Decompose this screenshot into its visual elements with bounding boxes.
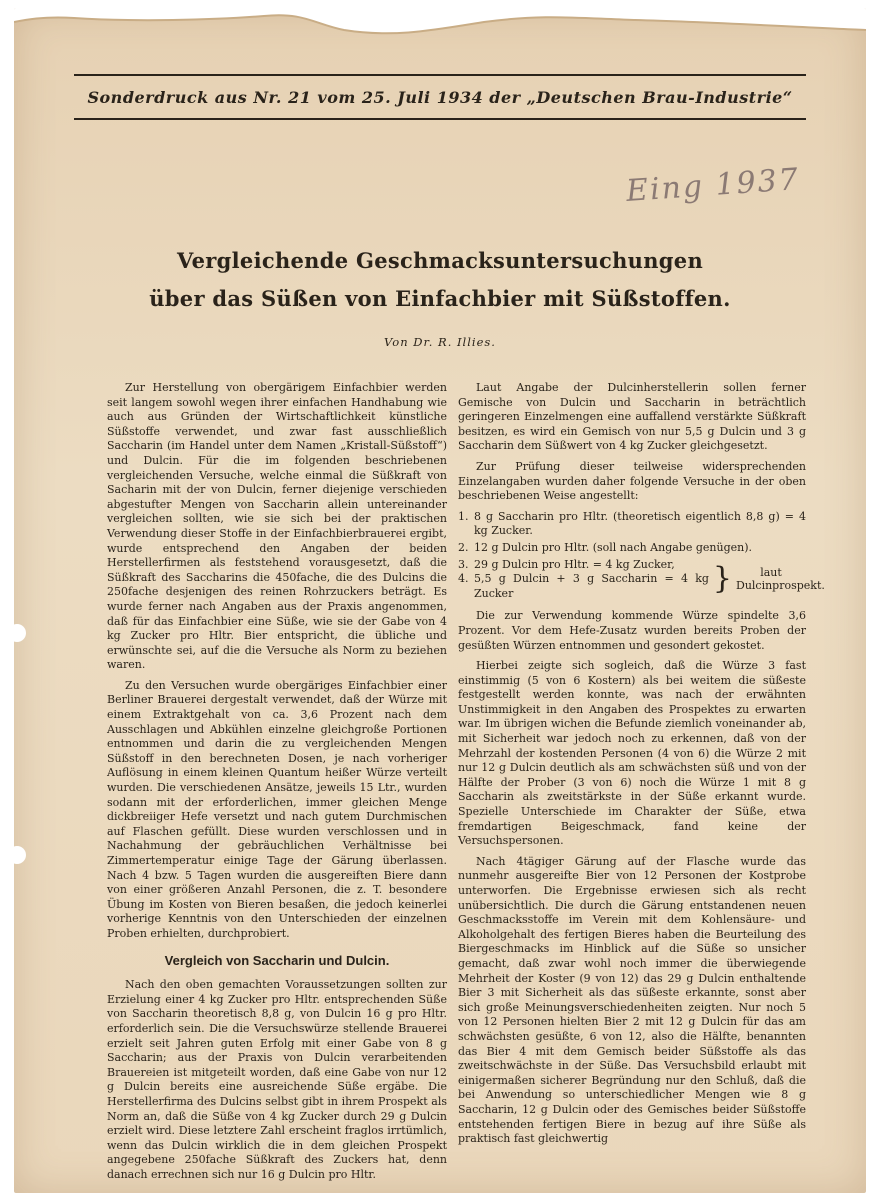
reprint-header: Sonderdruck aus Nr. 21 vom 25. Juli 1934 der „Deutschen Brau-Industrie“ [87, 88, 793, 107]
handwritten-annotation: Eing 1937 [624, 161, 801, 210]
brace-group [458, 557, 825, 602]
list-item: 1. 8 g Saccharin pro Hltr. (theoretisch eigentlich 8,8 g) = 4 kg Zucker. [458, 509, 806, 538]
experiment-list [458, 509, 825, 602]
header-rule-bottom [74, 118, 806, 120]
paragraph: Hierbei zeigte sich sogleich, daß die Würze 3 fast einstimmig (5 von 6 Kostern) als bei weitem die süßeste festgestellt werden konnte, was nach der erwähnten Unstimmigkeit in den Angaben des Prospektes zu erwarten war. Im übrigen wichen die Befunde ziemlich voneinander ab, mit Sicherheit war jedoch noch zu erkennen, daß von der Mehrzahl der kostenden Personen (4 von 6) die Würze 2 mit nur 12 g Dulcin deutlich als am schwächsten süß und von der Hälfte der Prober (3 von 6) noch die Würze 1 mit 8 g Saccharin als zweitstärkste in der Süße erkannt wurde. Spezielle Unterschiede im Charakter der Süße, etwa fremdartigen Beigeschmack, fand keine der Versuchspersonen. [458, 659, 806, 848]
header-rule-top [74, 74, 806, 76]
paragraph: Zur Prüfung dieser teilweise widersprechenden Einzelangaben wurden daher folgende Versuche in der oben beschriebenen Weise angestellt: [458, 459, 806, 503]
punch-hole-bottom [14, 846, 26, 864]
article-title-line2: über das Süßen von Einfachbier mit Süßstoffen. [149, 286, 731, 311]
list-item: 3. 29 g Dulcin pro Hltr. = 4 kg Zucker, [458, 557, 675, 571]
right-column [458, 381, 825, 1153]
list-item: 4. 5,5 g Dulcin + 3 g Saccharin = 4 kg Zucker [458, 572, 709, 600]
article-title-line1: Vergleichende Geschmacksuntersuchungen [176, 248, 704, 273]
left-column [107, 381, 447, 1188]
punch-hole-top [14, 624, 26, 642]
paragraph: Zur Herstellung von obergärigem Einfachbier werden seit langem sowohl wegen ihrer einfachen Handhabung wie auch aus Gründen der Wirtschaftlichkeit künstliche Süßstoffe verwendet, und zwar fast ausschließlich Saccharin (im Handel unter dem Namen „Kristall-Süßstoff“) und Dulcin. Für die im folgenden beschriebenen vergleichenden Versuche, welche einmal die Süßkraft von Sacharin mit der von Dulcin, ferner diejenige verschieden abgestufter Mengen von Saccharin allein untereinander vergleichen sollten, wie sie sich bei der praktischen Verwendung dieser Stoffe in der Einfachbierbrauerei ergibt, wurde entsprechend den Angaben der beiden Herstellerfirmen als feststehend vorausgesetzt, daß die Süßkraft des Saccharins die 450fache, die des Dulcins die 250fache desjenigen des reinen Rohrzuckers beträgt. Es wurde ferner nach Angaben aus der Praxis angenommen, daß für das Einfachbier eine Süße, wie sie der Gabe von 4 kg Zucker pro Hltr. Bier entspricht, die übliche und erwünschte sei, auf die die Versuche als Norm zu beziehen waren. [107, 381, 447, 672]
paragraph: Zu den Versuchen wurde obergäriges Einfachbier einer Berliner Brauerei dergestalt verwendet, daß der Würze mit einem Extraktgehalt von ca. 3,6 Prozent nach dem Ausschlagen und Abkühlen einzelne gleichgroße Portionen entnommen und darin die zu vergleichenden Mengen Süßstoff in den berechneten Dosen, je nach vorheriger Auflösung in einem kleinen Quantum heißer Würze verteilt wurden. Die verschiedenen Ansätze, jeweils 15 Ltr., wurden sodann mit der erforderlichen, immer gleichen Menge dickbreiiger Hefe versetzt und nach gutem Durchmischen auf Flaschen gefüllt. Diese wurden verschlossen und in Nachahmung der gebräuchlichen Verhältnisse bei Zimmertemperatur einige Tage der Gärung überlassen. Nach 4 bzw. 5 Tagen wurden die ausgereiften Biere dann von einer größeren Anzahl Personen, die z. T. besondere Übung im Kosten von Bieren besaßen, die jedoch keinerlei vorherige Kenntnis von den Unterschieden der einzelnen Proben erhielten, durchprobiert. [107, 678, 447, 940]
article-author: Von Dr. R. Illies. [384, 335, 496, 349]
section-heading: Vergleich von Saccharin und Dulcin. [164, 952, 390, 968]
torn-top-edge [14, 8, 866, 58]
paper-sheet [14, 8, 866, 1193]
list-item: 2. 12 g Dulcin pro Hltr. (soll nach Angabe genügen). [458, 540, 753, 554]
paragraph: Nach 4tägiger Gärung auf der Flasche wurde das nunmehr ausgereifte Bier von 12 Personen der Kostprobe unterworfen. Die Ergebnisse erwiesen sich als recht unübersichtlich. Die durch die Gärung entstandenen neuen Geschmacksstoffe im Verein mit dem Kohlensäure- und Alkoholgehalt des fertigen Bieres haben die Beurteilung des Biergeschmacks im Hinblick auf die Süße so unsicher gemacht, daß zwar wohl noch immer die überwiegende Mehrheit der Koster (9 von 12) das 29 g Dulcin enthaltende Bier 3 mit Sicherheit als das süßeste erkannte, sonst aber sich große Meinungsverschiedenheiten zeigten. Nur noch 5 von 12 Personen hielten Bier 2 mit 12 g Dulcin für das am schwächsten gesüßte, 6 von 12, also die Hälfte, benannten das Bier 4 mit dem Gemisch beider Süßstoffe als das zweitschwächste in der Süße. Das Versuchsbild erlaubt mit einigermaßen sicherer Begründung nur den Schluß, daß die bei Anwendung so unterschiedlicher Mengen wie 8 g Saccharin, 12 g Dulcin oder des Gemisches beider Süßstoffe entstehenden fertigen Biere in bezug auf ihre Süße als praktisch fast gleichwertig [458, 854, 806, 1146]
brace-glyph: } [712, 561, 732, 597]
paragraph: Die zur Verwendung kommende Würze spindelte 3,6 Prozent. Vor dem Hefe-Zusatz wurden bereits Proben der gesüßten Würzen entnommen und gesondert gekostet. [458, 609, 806, 652]
brace-label: laut Dulcinprospekt. [736, 566, 825, 593]
paragraph: Laut Angabe der Dulcinherstellerin sollen ferner Gemische von Dulcin und Saccharin in beträchtlich geringeren Einzelmengen eine auffallend verstärkte Süßkraft besitzen, es wird ein Gemisch von nur 5,5 g Dulcin und 3 g Saccharin dem Süßwert von 4 kg Zucker gleichgesetzt. [458, 381, 806, 453]
paragraph: Nach den oben gemachten Voraussetzungen sollten zur Erzielung einer 4 kg Zucker pro Hltr. entsprechenden Süße von Saccharin theoretisch 8,8 g, von Dulcin 16 g pro Hltr. erforderlich sein. Die die Versuchswürze stellende Brauerei erzielt seit Jahren guten Erfolg mit einer Gabe von 8 g Saccharin; aus der Praxis von Dulcin verarbeitenden Brauereien ist mitgeteilt worden, daß eine Gabe von nur 12 g Dulcin bereits eine ausreichende Süße ergäbe. Die Herstellerfirma des Dulcins selbst gibt in ihrem Prospekt als Norm an, daß die Süße von 4 kg Zucker durch 29 g Dulcin erzielt wird. Diese letztere Zahl erscheint fraglos irrtümlich, wenn das Dulcin wirklich die in dem gleichen Prospekt angegebene 250fache Süßkraft des Zuckers hat, denn danach errechnen sich nur 16 g Dulcin pro Hltr. [107, 978, 447, 1181]
